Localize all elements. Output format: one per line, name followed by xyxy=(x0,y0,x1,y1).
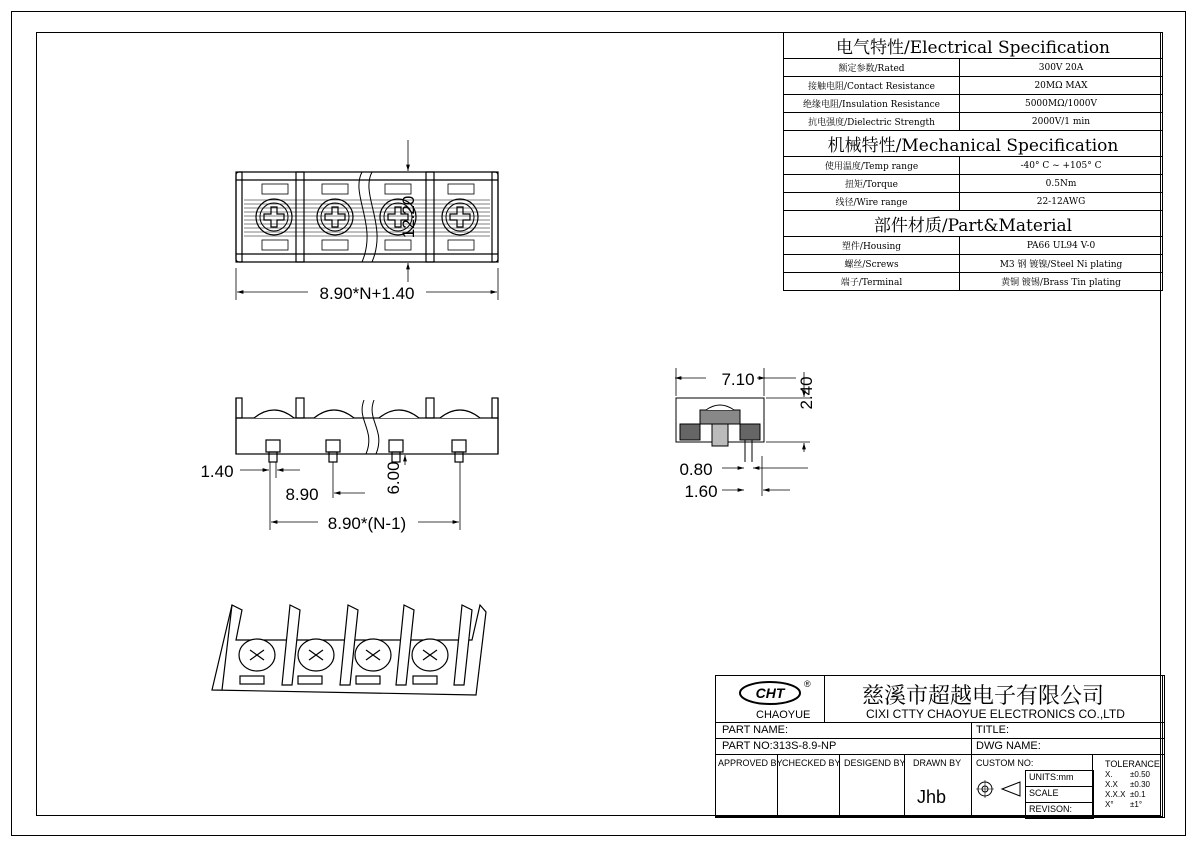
screw-icon xyxy=(256,199,292,235)
spec-value: 300V 20A xyxy=(960,59,1163,77)
spec-label: 线径/Wire range xyxy=(784,193,960,211)
spec-value: 0.5Nm xyxy=(960,175,1163,193)
drawn-cell xyxy=(904,754,972,818)
scale-cell xyxy=(1025,786,1094,803)
spec-label: 扭矩/Torque xyxy=(784,175,960,193)
title-label: TITLE: xyxy=(976,724,1010,736)
title-block xyxy=(715,675,1163,817)
spec-label: 绝缘电阻/Insulation Resistance xyxy=(784,95,960,113)
part-name-label: PART NAME: xyxy=(722,724,789,736)
units-label: UNITS:mm xyxy=(1029,772,1074,782)
title-cell xyxy=(971,722,1165,739)
top-view-barriers xyxy=(236,172,498,262)
tolerance-format: X.X xyxy=(1105,780,1118,789)
registered-mark: ® xyxy=(804,679,811,689)
electrical-spec-title: 电气特性/Electrical Specification xyxy=(784,33,1163,59)
dim-pitch: 8.90 xyxy=(285,485,319,504)
logo-mark: CHT xyxy=(755,685,785,701)
tolerance-cell xyxy=(1092,754,1165,818)
part-name-cell xyxy=(715,722,972,739)
tolerance-format: X° xyxy=(1105,800,1114,809)
isometric-view xyxy=(212,605,486,695)
company-name-cn: 慈溪市超越电子有限公司 xyxy=(862,684,1105,709)
break-line xyxy=(359,172,367,262)
spec-value: 5000MΩ/1000V xyxy=(960,95,1163,113)
part-no-cell xyxy=(715,738,972,755)
tolerance-value: ±0.50 xyxy=(1130,770,1150,779)
spec-label: 抗电强度/Dielectric Strength xyxy=(784,113,960,131)
logo-text: CHAOYUE xyxy=(756,709,811,721)
top-view xyxy=(236,172,498,262)
screw-icon xyxy=(317,199,353,235)
dim-pin-length: 6.00 xyxy=(384,461,403,495)
screw-icon xyxy=(442,199,478,235)
drawn-by-label: DRAWN BY xyxy=(913,758,962,768)
spec-label: 额定参数/Rated xyxy=(784,59,960,77)
dim-pin-span: 8.90*(N-1) xyxy=(327,514,407,533)
dim-end-height: 2.40 xyxy=(797,376,816,410)
spec-value: -40° C ~ +105° C xyxy=(960,157,1163,175)
checked-cell xyxy=(777,754,840,818)
end-view xyxy=(676,398,764,462)
specification-table xyxy=(783,32,1163,291)
dim-pin-width: 1.40 xyxy=(200,462,234,481)
approved-cell xyxy=(715,754,783,818)
tolerance-format: X.X.X xyxy=(1105,790,1126,799)
spec-label: 使用温度/Temp range xyxy=(784,157,960,175)
dim-end-width: 7.10 xyxy=(721,370,755,389)
designed-by-label: DESIGEND BY xyxy=(844,758,906,768)
spec-value: PA66 UL94 V-0 xyxy=(960,237,1163,255)
scale-label: SCALE xyxy=(1029,788,1059,798)
dwg-name-cell xyxy=(971,738,1165,755)
spec-label: 接触电阻/Contact Resistance xyxy=(784,77,960,95)
spec-value: M3 钢 镀镍/Steel Ni plating xyxy=(960,255,1163,273)
spec-value: 2000V/1 min xyxy=(960,113,1163,131)
spec-value: 22-12AWG xyxy=(960,193,1163,211)
dwg-name-label: DWG NAME: xyxy=(976,740,1041,752)
spec-label: 塑件/Housing xyxy=(784,237,960,255)
dim-pin-thickness: 0.80 xyxy=(679,460,713,479)
company-name-en: CIXI CTTY CHAOYUE ELECTRONICS CO.,LTD xyxy=(866,707,1125,721)
tolerance-value: ±0.30 xyxy=(1130,780,1150,789)
drawn-by-value: Jhb xyxy=(917,787,947,807)
revision-cell xyxy=(1025,802,1094,819)
spec-label: 螺丝/Screws xyxy=(784,255,960,273)
tolerance-value: ±0.1 xyxy=(1130,790,1146,799)
tolerance-format: X. xyxy=(1105,770,1113,779)
units-cell xyxy=(1025,770,1094,787)
part-no: PART NO:313S-8.9-NP xyxy=(722,740,837,752)
front-view xyxy=(236,398,498,462)
tolerance-value: ±1° xyxy=(1130,800,1143,809)
checked-by-label: CHECKED BY xyxy=(782,758,841,768)
logo-cell xyxy=(715,675,825,723)
dim-top-width: 8.90*N+1.40 xyxy=(319,284,415,303)
dim-pin-position: 1.60 xyxy=(684,482,718,501)
spec-value: 20MΩ MAX xyxy=(960,77,1163,95)
material-spec-title: 部件材质/Part&Material xyxy=(784,211,1163,237)
dim-top-height: 12.20 xyxy=(399,195,418,239)
custom-no-cell xyxy=(971,754,1093,818)
projection-symbol-icon xyxy=(976,777,1032,801)
spec-value: 黄铜 镀锡/Brass Tin plating xyxy=(960,273,1163,291)
company-logo-icon xyxy=(716,678,824,708)
spec-label: 端子/Terminal xyxy=(784,273,960,291)
approved-by-label: APPROVED BY xyxy=(718,758,783,768)
designed-cell xyxy=(839,754,905,818)
custom-no-label: CUSTOM NO: xyxy=(976,758,1034,768)
mechanical-spec-title: 机械特性/Mechanical Specification xyxy=(784,131,1163,157)
revision-label: REVISON: xyxy=(1029,804,1073,814)
company-cell xyxy=(824,675,1165,723)
tolerance-title: TOLERANCE xyxy=(1105,759,1160,769)
